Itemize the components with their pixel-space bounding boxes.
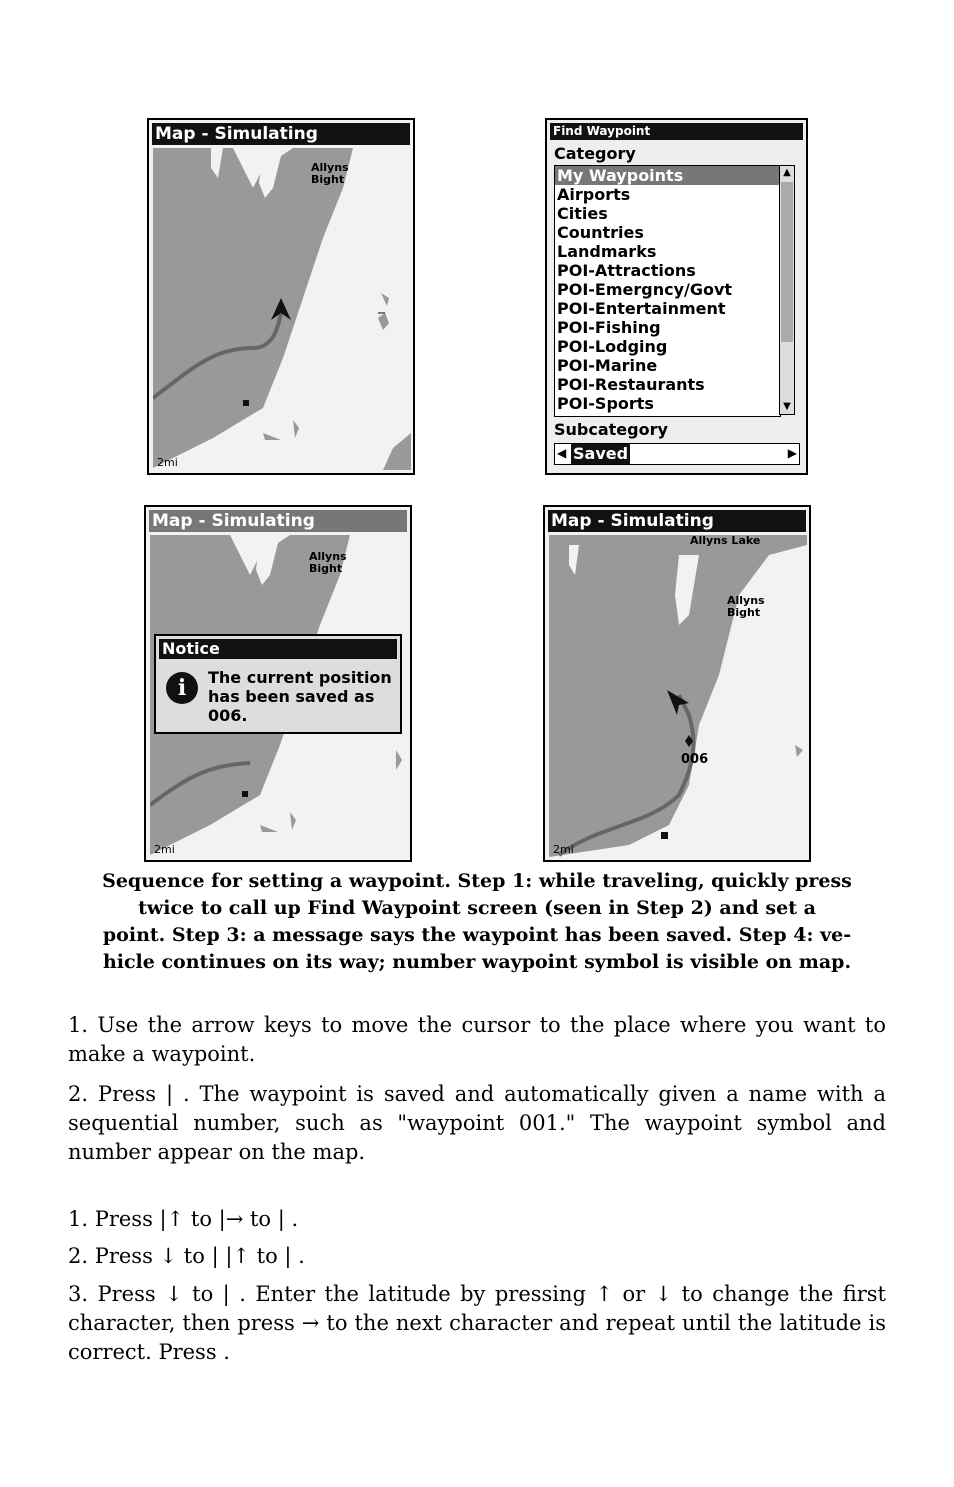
- category-item[interactable]: Landmarks: [557, 242, 657, 261]
- category-item[interactable]: POI-Marine: [557, 356, 658, 375]
- map-title: Map - Simulating: [152, 123, 410, 145]
- map-top-label: Allyns Lake: [690, 534, 761, 547]
- screen-map-step3: [144, 505, 412, 862]
- map-scale: 2mi: [157, 456, 178, 469]
- map-scale: 2mi: [553, 843, 574, 856]
- map-view: [549, 535, 807, 857]
- category-list[interactable]: [554, 165, 781, 417]
- category-item[interactable]: Cities: [557, 204, 608, 223]
- category-item[interactable]: POI-Lodging: [557, 337, 668, 356]
- category-item[interactable]: POI-Sports: [557, 394, 654, 413]
- map-view: [153, 148, 411, 470]
- category-item[interactable]: My Waypoints: [555, 166, 780, 185]
- screen-find-waypoint: [545, 118, 808, 475]
- subcategory-value: Saved: [573, 444, 629, 463]
- notice-dialog: [154, 634, 402, 734]
- category-item[interactable]: POI-Attractions: [557, 261, 696, 280]
- map-place-label: Allyns Bight: [311, 161, 349, 186]
- map-scale: 2mi: [154, 843, 175, 856]
- map-place-label: Allyns Bight: [727, 594, 765, 619]
- map-place-label: Allyns Bight: [309, 550, 347, 575]
- category-label: Category: [554, 144, 636, 163]
- notice-message: The current position has been saved as 006.: [208, 668, 392, 725]
- map-title: Map - Simulating: [149, 510, 407, 532]
- category-item[interactable]: POI-Restaurants: [557, 375, 705, 394]
- screen-map-step4: [543, 505, 811, 862]
- info-icon: i: [166, 672, 198, 704]
- right-arrow-icon[interactable]: ▶: [787, 446, 797, 460]
- waypoint-label: 006: [681, 752, 709, 767]
- notice-title: Notice: [159, 639, 397, 659]
- paragraph-3: 1. Press |↑ to |→ to | .: [68, 1207, 299, 1231]
- category-item[interactable]: Airports: [557, 185, 631, 204]
- map-title: Map - Simulating: [548, 510, 806, 532]
- subcategory-label: Subcategory: [554, 420, 668, 439]
- category-scrollbar[interactable]: [779, 165, 795, 415]
- category-item[interactable]: Countries: [557, 223, 644, 242]
- scroll-down-icon[interactable]: ▼: [783, 401, 791, 412]
- scroll-thumb[interactable]: [781, 182, 793, 342]
- find-waypoint-title: Find Waypoint: [550, 123, 803, 140]
- paragraph-2: 2. Press | . The waypoint is saved and automatically given a name with a sequential number, such as "waypoint 001." The waypoint symbol and number appear on the map.: [68, 1082, 886, 1164]
- paragraph-5: 3. Press ↓ to | . Enter the latitude by pressing ↑ or ↓ to change the first character, then press → to the next character and repeat until the latitude is correct. Press .: [68, 1282, 886, 1364]
- paragraph-4: 2. Press ↓ to | |↑ to | .: [68, 1244, 305, 1268]
- category-item[interactable]: POI-Entertainment: [557, 299, 726, 318]
- figure-caption: Sequence for setting a waypoint. Step 1: while traveling, quickly press twice to call up Find Waypoint screen (seen in Step 2) and set a point. Step 3: a message says the waypoint has been saved. Step 4: ve- hicle continues on its way; number waypoint symbol is visible on map.: [102, 870, 852, 973]
- category-item[interactable]: POI-Fishing: [557, 318, 661, 337]
- scroll-up-icon[interactable]: ▲: [783, 167, 791, 178]
- paragraph-1: 1. Use the arrow keys to move the cursor to the place where you want to make a waypoint.: [68, 1013, 886, 1066]
- subcategory-select[interactable]: [554, 443, 800, 465]
- screen-map-step1: [147, 118, 415, 475]
- category-item[interactable]: POI-Emergncy/Govt: [557, 280, 733, 299]
- left-arrow-icon[interactable]: ◀: [557, 446, 567, 460]
